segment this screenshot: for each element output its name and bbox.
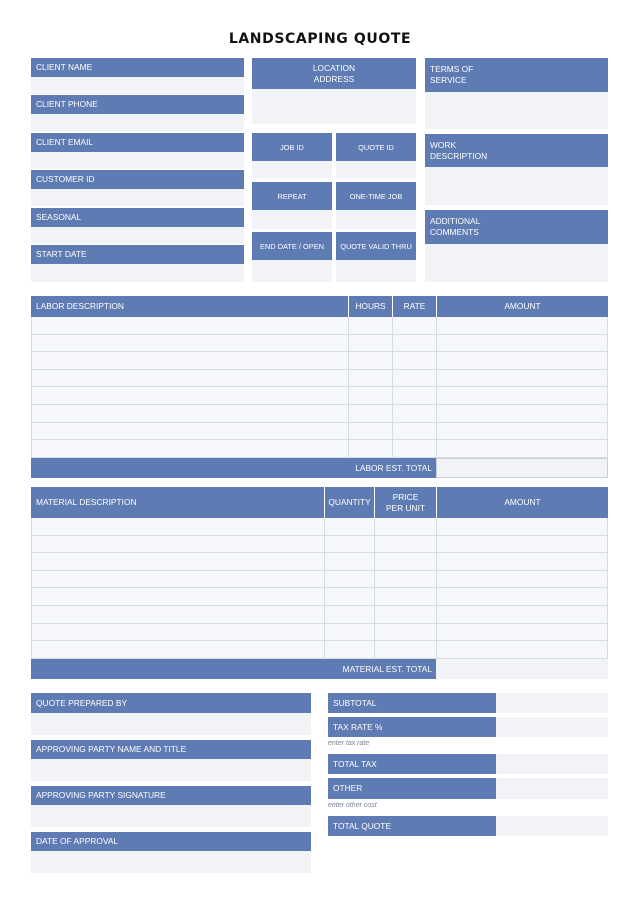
- material-description-header: MATERIAL DESCRIPTION: [36, 497, 137, 507]
- material-cell[interactable]: [324, 641, 374, 658]
- material-cell[interactable]: [436, 606, 608, 623]
- material-cell[interactable]: [436, 536, 608, 553]
- material-row: [31, 606, 608, 624]
- material-row: [31, 641, 608, 659]
- labor-cell[interactable]: [436, 370, 608, 387]
- price-per-unit-header: PRICE PER UNIT: [374, 487, 436, 518]
- job-id-label: JOB ID: [252, 133, 332, 161]
- approver-signature-field[interactable]: [31, 805, 311, 827]
- material-cell[interactable]: [31, 518, 324, 535]
- terms-of-service-field[interactable]: [425, 92, 608, 129]
- material-cell[interactable]: [436, 588, 608, 605]
- labor-cell[interactable]: [436, 440, 608, 457]
- quote-id-field[interactable]: [336, 161, 416, 178]
- labor-table-header: [31, 296, 608, 317]
- other-field[interactable]: [496, 778, 608, 799]
- material-cell[interactable]: [324, 606, 374, 623]
- material-cell[interactable]: [374, 624, 436, 641]
- labor-total-label: LABOR EST. TOTAL: [31, 458, 436, 478]
- labor-cell[interactable]: [348, 405, 392, 422]
- labor-cell[interactable]: [392, 423, 436, 440]
- material-cell[interactable]: [324, 553, 374, 570]
- tax-rate-field[interactable]: [496, 717, 608, 737]
- material-cell[interactable]: [374, 588, 436, 605]
- material-row: [31, 518, 608, 536]
- other-label: OTHER: [328, 778, 496, 799]
- tax-rate-hint: enter tax rate: [328, 740, 370, 747]
- labor-cell[interactable]: [436, 335, 608, 352]
- seasonal-label: SEASONAL: [31, 208, 244, 227]
- rate-header: RATE: [392, 296, 436, 317]
- material-cell[interactable]: [324, 624, 374, 641]
- labor-cell[interactable]: [31, 423, 348, 440]
- quote-valid-field[interactable]: [336, 260, 416, 282]
- client-email-field[interactable]: [31, 152, 244, 169]
- quote-valid-label: QUOTE VALID THRU: [336, 232, 416, 260]
- labor-cell[interactable]: [348, 370, 392, 387]
- material-cell[interactable]: [31, 536, 324, 553]
- material-cell[interactable]: [324, 518, 374, 535]
- material-amount-header: AMOUNT: [436, 487, 608, 518]
- labor-row: [31, 317, 608, 335]
- material-cell[interactable]: [374, 518, 436, 535]
- labor-cell[interactable]: [436, 387, 608, 404]
- material-total-label: MATERIAL EST. TOTAL: [31, 659, 436, 679]
- material-total-value[interactable]: [436, 659, 608, 679]
- material-cell[interactable]: [436, 641, 608, 658]
- date-of-approval-label: DATE OF APPROVAL: [31, 832, 311, 851]
- material-table: [31, 487, 608, 679]
- location-address-field[interactable]: [252, 89, 416, 124]
- repeat-field[interactable]: [252, 210, 332, 229]
- labor-total-value[interactable]: [436, 458, 608, 478]
- date-of-approval-field[interactable]: [31, 851, 311, 873]
- material-row: [31, 571, 608, 589]
- material-cell[interactable]: [31, 588, 324, 605]
- client-name-label: CLIENT NAME: [31, 58, 244, 77]
- labor-cell[interactable]: [392, 370, 436, 387]
- client-phone-field[interactable]: [31, 114, 244, 131]
- material-cell[interactable]: [31, 641, 324, 658]
- labor-cell[interactable]: [436, 317, 608, 334]
- repeat-label: REPEAT: [252, 182, 332, 210]
- labor-cell[interactable]: [348, 335, 392, 352]
- quote-prepared-by-field[interactable]: [31, 713, 311, 735]
- client-phone-label: CLIENT PHONE: [31, 95, 244, 114]
- tax-rate-label: TAX RATE %: [328, 717, 496, 737]
- customer-id-label: CUSTOMER ID: [31, 170, 244, 189]
- additional-comments-field[interactable]: [425, 244, 608, 282]
- quantity-header: QUANTITY: [324, 487, 374, 518]
- labor-cell[interactable]: [436, 423, 608, 440]
- material-cell[interactable]: [374, 571, 436, 588]
- material-cell[interactable]: [31, 606, 324, 623]
- one-time-job-field[interactable]: [336, 210, 416, 229]
- one-time-job-label: ONE-TIME JOB: [336, 182, 416, 210]
- labor-description-header: LABOR DESCRIPTION: [36, 301, 124, 311]
- total-tax-label: TOTAL TAX: [328, 754, 496, 774]
- labor-cell[interactable]: [31, 352, 348, 369]
- material-row: [31, 553, 608, 571]
- labor-cell[interactable]: [348, 423, 392, 440]
- labor-cell[interactable]: [31, 317, 348, 334]
- labor-amount-header: AMOUNT: [436, 296, 608, 317]
- end-date-label: END DATE / OPEN: [252, 232, 332, 260]
- labor-cell[interactable]: [31, 405, 348, 422]
- labor-cell[interactable]: [348, 440, 392, 457]
- labor-cell[interactable]: [31, 335, 348, 352]
- material-cell[interactable]: [374, 641, 436, 658]
- approver-signature-label: APPROVING PARTY SIGNATURE: [31, 786, 311, 805]
- additional-comments-label: ADDITIONAL COMMENTS: [425, 210, 608, 244]
- material-cell[interactable]: [374, 553, 436, 570]
- labor-cell[interactable]: [392, 317, 436, 334]
- material-table-header: [31, 487, 608, 518]
- quote-id-label: QUOTE ID: [336, 133, 416, 161]
- labor-row: [31, 370, 608, 388]
- material-cell[interactable]: [324, 536, 374, 553]
- labor-cell[interactable]: [436, 405, 608, 422]
- labor-cell[interactable]: [392, 405, 436, 422]
- hours-header: HOURS: [348, 296, 392, 317]
- labor-row: [31, 335, 608, 353]
- terms-of-service-label: TERMS OF SERVICE: [425, 58, 608, 92]
- work-description-field[interactable]: [425, 167, 608, 205]
- other-hint: enter other cost: [328, 802, 377, 809]
- subtotal-field[interactable]: [496, 693, 608, 713]
- material-cell[interactable]: [324, 571, 374, 588]
- material-cell[interactable]: [436, 571, 608, 588]
- start-date-field[interactable]: [31, 264, 244, 282]
- seasonal-field[interactable]: [31, 227, 244, 244]
- material-cell[interactable]: [374, 606, 436, 623]
- subtotal-label: SUBTOTAL: [328, 693, 496, 713]
- labor-cell[interactable]: [31, 387, 348, 404]
- approver-name-field[interactable]: [31, 759, 311, 781]
- labor-cell[interactable]: [31, 370, 348, 387]
- material-cell[interactable]: [436, 553, 608, 570]
- end-date-field[interactable]: [252, 260, 332, 282]
- material-cell[interactable]: [436, 518, 608, 535]
- labor-row: [31, 440, 608, 458]
- location-address-label: LOCATION ADDRESS: [252, 58, 416, 89]
- labor-cell[interactable]: [392, 387, 436, 404]
- labor-row: [31, 405, 608, 423]
- labor-row: [31, 352, 608, 370]
- labor-cell[interactable]: [348, 387, 392, 404]
- labor-cell[interactable]: [348, 352, 392, 369]
- labor-row: [31, 387, 608, 405]
- start-date-label: START DATE: [31, 245, 244, 264]
- customer-id-field[interactable]: [31, 189, 244, 206]
- material-cell[interactable]: [31, 571, 324, 588]
- material-cell[interactable]: [324, 588, 374, 605]
- labor-table: [31, 296, 608, 478]
- work-description-label: WORK DESCRIPTION: [425, 134, 608, 167]
- quote-prepared-by-label: QUOTE PREPARED BY: [31, 693, 311, 713]
- client-name-field[interactable]: [31, 77, 244, 94]
- page-title: LANDSCAPING QUOTE: [228, 31, 412, 47]
- material-cell[interactable]: [31, 624, 324, 641]
- labor-cell[interactable]: [392, 352, 436, 369]
- total-quote-field[interactable]: [496, 816, 608, 836]
- labor-cell[interactable]: [31, 440, 348, 457]
- total-quote-label: TOTAL QUOTE: [328, 816, 496, 836]
- labor-cell[interactable]: [436, 352, 608, 369]
- labor-cell[interactable]: [392, 335, 436, 352]
- job-id-field[interactable]: [252, 161, 332, 178]
- labor-cell[interactable]: [348, 317, 392, 334]
- material-cell[interactable]: [436, 624, 608, 641]
- material-cell[interactable]: [374, 536, 436, 553]
- material-row: [31, 536, 608, 554]
- material-row: [31, 624, 608, 642]
- labor-row: [31, 423, 608, 441]
- total-tax-field[interactable]: [496, 754, 608, 774]
- approver-name-label: APPROVING PARTY NAME AND TITLE: [31, 740, 311, 759]
- material-row: [31, 588, 608, 606]
- material-cell[interactable]: [31, 553, 324, 570]
- client-email-label: CLIENT EMAIL: [31, 133, 244, 152]
- labor-cell[interactable]: [392, 440, 436, 457]
